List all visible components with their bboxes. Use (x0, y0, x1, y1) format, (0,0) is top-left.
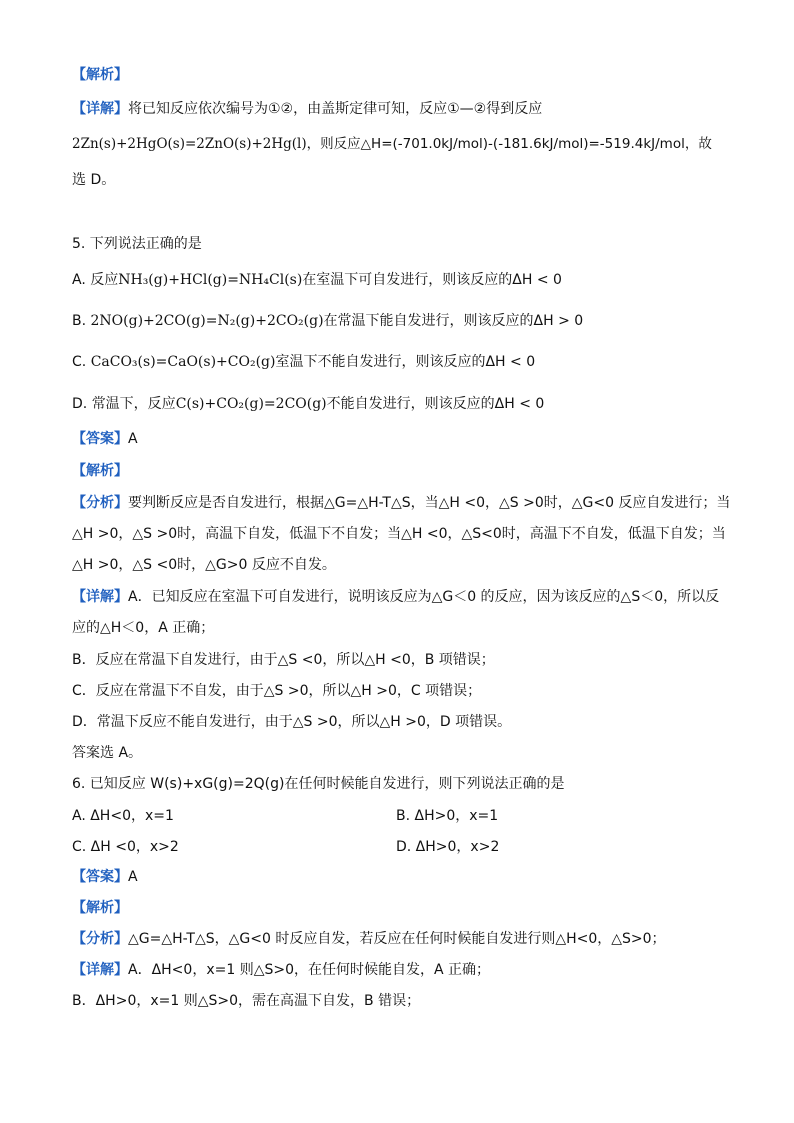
question-5-stem: 5. 下列说法正确的是 (72, 236, 202, 252)
analysis-heading (72, 65, 734, 85)
q5-conclusion: 答案选 A。 (72, 745, 143, 761)
q5-detail-line-1: 【详解】A．已知反应在室温下可自发进行，说明该反应为△G＜0 的反应，因为该反应的△S＜0，所以反 (72, 589, 720, 605)
q5-fenxi-line-1: 【分析】要判断反应是否自发进行，根据△G=△H-T△S，当△H <0，△S >0时，△G<0 反应自发进行；当 (72, 495, 731, 511)
fenxi-label: 【分析】 (72, 495, 128, 511)
q5-option-c: C. CaCO₃(s)=CaO(s)+CO₂(g)室温下不能自发进行，则该反应的ΔH < 0 (72, 354, 536, 370)
q5-detail-line-5: D．常温下反应不能自发进行，由于△S >0，所以△H >0，D 项错误。 (72, 714, 512, 730)
q5-answer (72, 429, 734, 449)
q5-detail-line-2: 应的△H＜0，A 正确； (72, 620, 215, 636)
q6-option-b: B. ΔH>0，x=1 (396, 808, 499, 824)
analysis-label: 【解析】 (72, 463, 128, 479)
q5-fenxi-line-3: △H >0，△S <0时，△G>0 反应不自发。 (72, 557, 336, 573)
q6-fenxi-line: 【分析】△G=△H-T△S，△G<0 时反应自发，若反应在任何时候能自发进行则△H<0，△S>0； (72, 931, 666, 947)
q5-detail-line-3: B．反应在常温下自发进行，由于△S <0，所以△H <0，B 项错误； (72, 652, 495, 668)
detail-label: 【详解】 (72, 962, 128, 978)
q5-fenxi-line-2: △H >0，△S >0时，高温下自发，低温下不自发；当△H <0，△S<0时，高温下不自发，低温下自发；当 (72, 526, 726, 542)
q6-option-a: A. ΔH<0，x=1 (72, 808, 174, 824)
q5-option-b: B. 2NO(g)+2CO(g)=N₂(g)+2CO₂(g)在常温下能自发进行，则该反应的ΔH > 0 (72, 313, 584, 329)
option-equation: 2NO(g)+2CO(g)=N₂(g)+2CO₂(g) (90, 313, 324, 329)
q5-detail-line-4: C．反应在常温下不自发，由于△S >0，所以△H >0，C 项错误； (72, 683, 482, 699)
q5-option-a: A. 反应NH₃(g)+HCl(g)=NH₄Cl(s)在室温下可自发进行，则该反应的ΔH < 0 (72, 272, 562, 288)
analysis-label: 【解析】 (72, 67, 128, 83)
answer-value: A (128, 431, 138, 447)
equation-line (72, 134, 734, 154)
answer-value: A (128, 869, 138, 885)
option-letter: A. (72, 272, 86, 288)
q5-option-d: D. 常温下，反应C(s)+CO₂(g)=2CO(g)不能自发进行，则该反应的ΔH < 0 (72, 396, 545, 412)
q6-option-d: D. ΔH>0，x>2 (396, 839, 500, 855)
equation: 2Zn(s)+2HgO(s)=2ZnO(s)+2Hg(l) (72, 136, 307, 152)
q5-analysis-heading (72, 461, 734, 481)
answer-label: 【答案】 (72, 431, 128, 447)
option-equation: C(s)+CO₂(g)=2CO(g) (175, 396, 327, 412)
q6-answer (72, 867, 734, 887)
detail-label: 【详解】 (72, 101, 128, 117)
answer-label: 【答案】 (72, 869, 128, 885)
detail-text: 将已知反应依次编号为①②，由盖斯定律可知，反应①—②得到反应 (128, 101, 543, 117)
option-equation: CaCO₃(s)=CaO(s)+CO₂(g) (90, 354, 276, 370)
conclusion-text: 选 D。 (72, 172, 116, 188)
analysis-label: 【解析】 (72, 900, 128, 916)
option-letter: C. (72, 354, 87, 370)
detail-line (72, 99, 734, 119)
q6-option-c: C. ΔH <0，x>2 (72, 839, 179, 855)
conclusion-line (72, 170, 734, 190)
question-6-stem: 6. 已知反应 W(s)+xG(g)=2Q(g)在任何时候能自发进行，则下列说法正确的是 (72, 776, 565, 792)
fenxi-label: 【分析】 (72, 931, 128, 947)
q6-detail-line-1: 【详解】A．ΔH<0，x=1 则△S>0，在任何时候能自发，A 正确； (72, 962, 491, 978)
detail-label: 【详解】 (72, 589, 128, 605)
option-letter: D. (72, 396, 88, 412)
option-equation: NH₃(g)+HCl(g)=NH₄Cl(s) (118, 272, 303, 288)
q6-detail-line-2: B．ΔH>0，x=1 则△S>0，需在高温下自发，B 错误； (72, 993, 421, 1009)
option-letter: B. (72, 313, 87, 329)
equation-suffix: ，则反应△H=(-701.0kJ/mol)-(-181.6kJ/mol)=-519.4kJ/mol，故 (306, 136, 712, 152)
q6-analysis-heading (72, 898, 734, 918)
